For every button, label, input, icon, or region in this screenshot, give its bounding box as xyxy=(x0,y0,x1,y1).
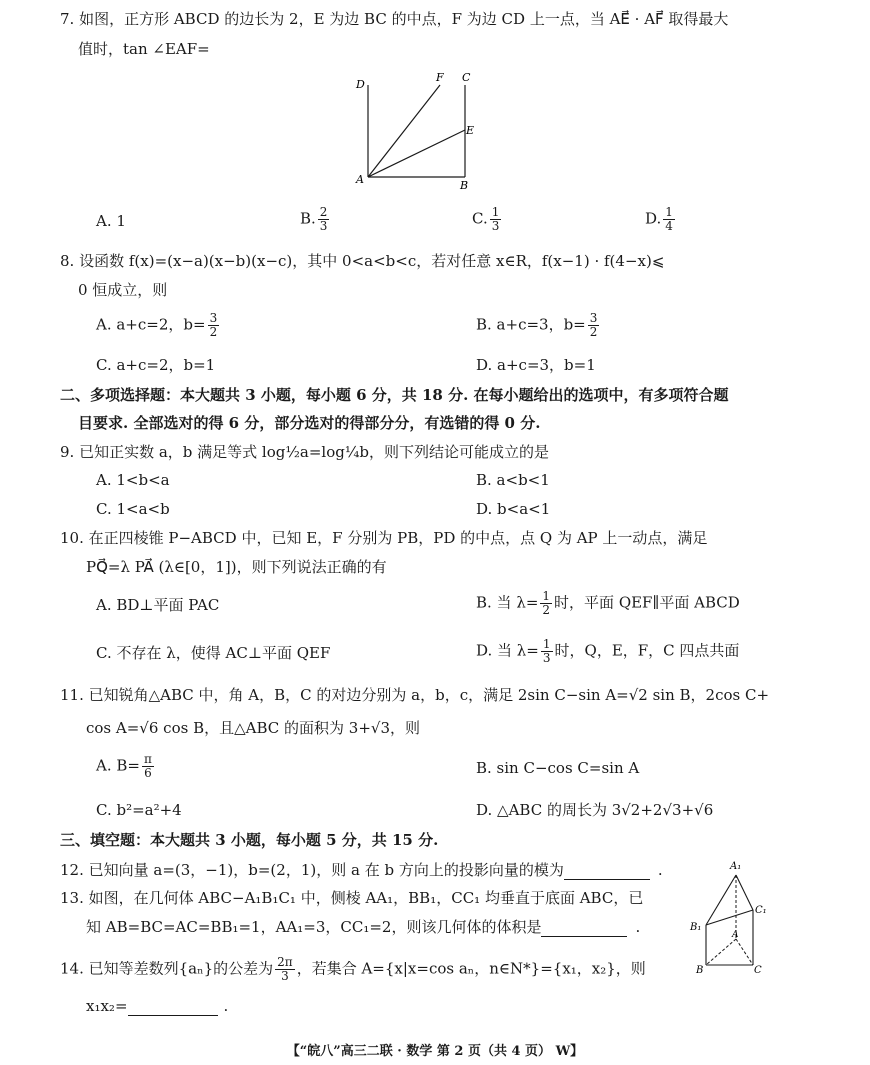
q10-option-b xyxy=(476,590,740,617)
q13-text-2: 知 AB=BC=AC=BB₁=1，AA₁=3，CC₁=2，则该几何体的体积是 xyxy=(86,918,542,936)
q7-label-a: A xyxy=(356,173,364,186)
q7-option-d-den: 4 xyxy=(665,219,673,233)
q7-option-d-label: D. xyxy=(645,209,662,228)
q13-label-c: C xyxy=(754,965,762,976)
q12-answer-blank[interactable] xyxy=(564,863,650,880)
q7-option-b-den: 3 xyxy=(319,219,328,233)
q7-option-c-num: 1 xyxy=(491,205,500,219)
q8-text-2: 0 恒成立，则 xyxy=(78,281,168,299)
q8-option-a xyxy=(96,312,221,339)
q11-option-b: B. sin C−cos C=sin A xyxy=(476,759,640,777)
q10-option-c: C. 不存在 λ，使得 AC⊥平面 QEF xyxy=(96,644,331,662)
q14-frac-den: 3 xyxy=(281,969,289,983)
q14-line-2: x₁x₂= . xyxy=(86,997,229,1015)
q8-option-b xyxy=(476,312,601,339)
q13-label-a: A xyxy=(732,930,739,940)
q9-option-d: D. b<a<1 xyxy=(476,500,551,518)
q7-option-b-label: B. xyxy=(300,209,316,228)
q11-option-a-fraction xyxy=(142,753,154,780)
q8-option-a-fraction xyxy=(208,312,220,339)
q14-line-1 xyxy=(60,956,646,983)
q7-option-b-fraction xyxy=(318,206,330,233)
q7-label-c: C xyxy=(462,71,471,84)
q9-option-a: A. 1<b<a xyxy=(96,471,170,489)
q7-option-d-num: 1 xyxy=(665,205,673,219)
q7-option-b xyxy=(300,206,331,233)
q14-text-post: ，若集合 A={x|x=cos aₙ，n∈N*}={x₁，x₂}，则 xyxy=(296,959,646,978)
q8-option-b-label: B. a+c=3，b= xyxy=(476,315,586,334)
q7-option-c-den: 3 xyxy=(491,219,500,233)
q12-line xyxy=(60,860,663,880)
q13-label-b: B xyxy=(696,965,704,976)
q11-option-a-num: π xyxy=(143,752,152,766)
q8-option-a-den: 2 xyxy=(209,325,218,339)
q7-option-c-label: C. xyxy=(472,209,488,228)
q14-text-2: x₁x₂= xyxy=(86,997,128,1015)
q7-option-d xyxy=(645,206,677,233)
q10-text-2: PQ⃗=λ PA⃗ (λ∈[0，1])，则下列说法正确的有 xyxy=(86,558,387,576)
q14-frac-num: 2π xyxy=(277,955,293,969)
q11-text-2: cos A=√6 cos B，且△ABC 的面积为 3+√3，则 xyxy=(86,719,420,737)
q10-option-d-den: 3 xyxy=(542,651,551,665)
q7-label-e: E xyxy=(466,124,475,137)
q7-option-d-fraction xyxy=(663,206,675,233)
q8-text-1: 8. 设函数 f(x)=(x−a)(x−b)(x−c)，其中 0<a<b<c，若对任意 x∈R，f(x−1) · f(4−x)⩽ xyxy=(60,252,665,270)
q14-fraction xyxy=(275,956,295,983)
q7-text-2: 值时，tan ∠EAF= xyxy=(78,40,210,58)
q10-option-d-label: D. 当 λ= xyxy=(476,641,539,660)
q8-option-b-fraction xyxy=(588,312,600,339)
q13-label-b1: B₁ xyxy=(690,922,702,933)
q10-option-b-rest: 时，平面 QEF∥平面 ABCD xyxy=(554,593,740,612)
q7-label-d: D xyxy=(356,78,365,91)
q10-option-b-den: 2 xyxy=(542,603,551,617)
q7-text-1: 7. 如图，正方形 ABCD 的边长为 2，E 为边 BC 的中点，F 为边 CD 上一点，当 AE⃗ · AF⃗ 取得最大 xyxy=(60,10,729,28)
q10-text-1: 10. 在正四棱锥 P−ABCD 中，已知 E，F 分别为 PB，PD 的中点，点 Q 为 AP 上一动点，满足 xyxy=(60,529,708,547)
q13-edge-ac-hidden xyxy=(736,939,753,965)
q13-line-2 xyxy=(86,917,640,937)
q13-edge-ab-hidden xyxy=(706,939,736,965)
q11-option-a xyxy=(96,753,156,780)
q13-edge-a1c1 xyxy=(736,875,753,910)
section3-heading: 三、填空题：本大题共 3 小题，每小题 5 分，共 15 分. xyxy=(60,831,439,849)
q13-label-c1: C₁ xyxy=(755,905,767,916)
q12-period: . xyxy=(657,861,663,879)
q10-option-b-label: B. 当 λ= xyxy=(476,593,539,612)
q12-text: 12. 已知向量 a=(3，−1)，b=(2，1)，则 a 在 b 方向上的投影向量的模为 xyxy=(60,861,564,879)
q7-option-a: A. 1 xyxy=(96,212,126,230)
q8-option-b-num: 3 xyxy=(589,311,598,325)
q8-option-a-num: 3 xyxy=(209,311,218,325)
q10-option-d-num: 1 xyxy=(542,637,551,651)
q9-option-b: B. a<b<1 xyxy=(476,471,550,489)
q7-option-b-num: 2 xyxy=(319,205,328,219)
q13-label-a1: A₁ xyxy=(730,861,742,872)
q10-option-b-num: 1 xyxy=(542,589,551,603)
q8-option-a-label: A. a+c=2，b= xyxy=(96,315,206,334)
q8-option-b-den: 2 xyxy=(589,325,598,339)
q9-text: 9. 已知正实数 a，b 满足等式 log½a=log¼b，则下列结论可能成立的是 xyxy=(60,443,549,461)
q8-option-c: C. a+c=2，b=1 xyxy=(96,356,216,374)
q10-option-d-rest: 时，Q，E，F，C 四点共面 xyxy=(554,641,740,660)
q8-option-d: D. a+c=3，b=1 xyxy=(476,356,596,374)
q13-edge-a1b1 xyxy=(706,875,736,925)
q13-text-1: 13. 如图，在几何体 ABC−A₁B₁C₁ 中，侧棱 AA₁，BB₁，CC₁ 均垂直于底面 ABC，已 xyxy=(60,889,644,907)
q10-option-d-fraction xyxy=(541,638,553,665)
q11-option-a-label: A. B= xyxy=(96,756,140,775)
q7-option-c xyxy=(472,206,503,233)
q7-segment-ae xyxy=(368,130,465,177)
q11-text-1: 11. 已知锐角△ABC 中，角 A，B，C 的对边分别为 a，b，c，满足 2sin C−sin A=√2 sin B，2cos C+ xyxy=(60,686,770,704)
q14-text-pre: 14. 已知等差数列{aₙ}的公差为 xyxy=(60,959,274,978)
q11-option-c: C. b²=a²+4 xyxy=(96,801,182,819)
q7-label-b: B xyxy=(460,179,469,192)
q11-option-d: D. △ABC 的周长为 3√2+2√3+√6 xyxy=(476,801,714,819)
q7-segment-af xyxy=(368,85,440,177)
q13-solid-figure xyxy=(688,855,774,980)
section2-heading-1: 二、多项选择题：本大题共 3 小题，每小题 6 分，共 18 分. 在每小题给出的选项中，有多项符合题 xyxy=(60,386,729,404)
q10-option-b-fraction xyxy=(540,590,552,617)
q13-period: . xyxy=(635,918,641,936)
q13-answer-blank[interactable] xyxy=(541,920,627,937)
q7-label-f: F xyxy=(436,71,444,84)
q7-square-figure xyxy=(350,70,480,195)
q10-option-d xyxy=(476,638,739,665)
section2-heading-2: 目要求. 全部选对的得 6 分，部分选对的得部分分，有选错的得 0 分. xyxy=(78,414,541,432)
q11-option-a-den: 6 xyxy=(144,766,152,780)
page-footer: 【“皖八”高三二联 · 数学 第 2 页（共 4 页） W】 xyxy=(286,1044,584,1059)
q14-answer-blank[interactable] xyxy=(128,999,218,1016)
q9-option-c: C. 1<a<b xyxy=(96,500,170,518)
q7-option-c-fraction xyxy=(490,206,502,233)
q10-option-a: A. BD⊥平面 PAC xyxy=(96,596,220,614)
